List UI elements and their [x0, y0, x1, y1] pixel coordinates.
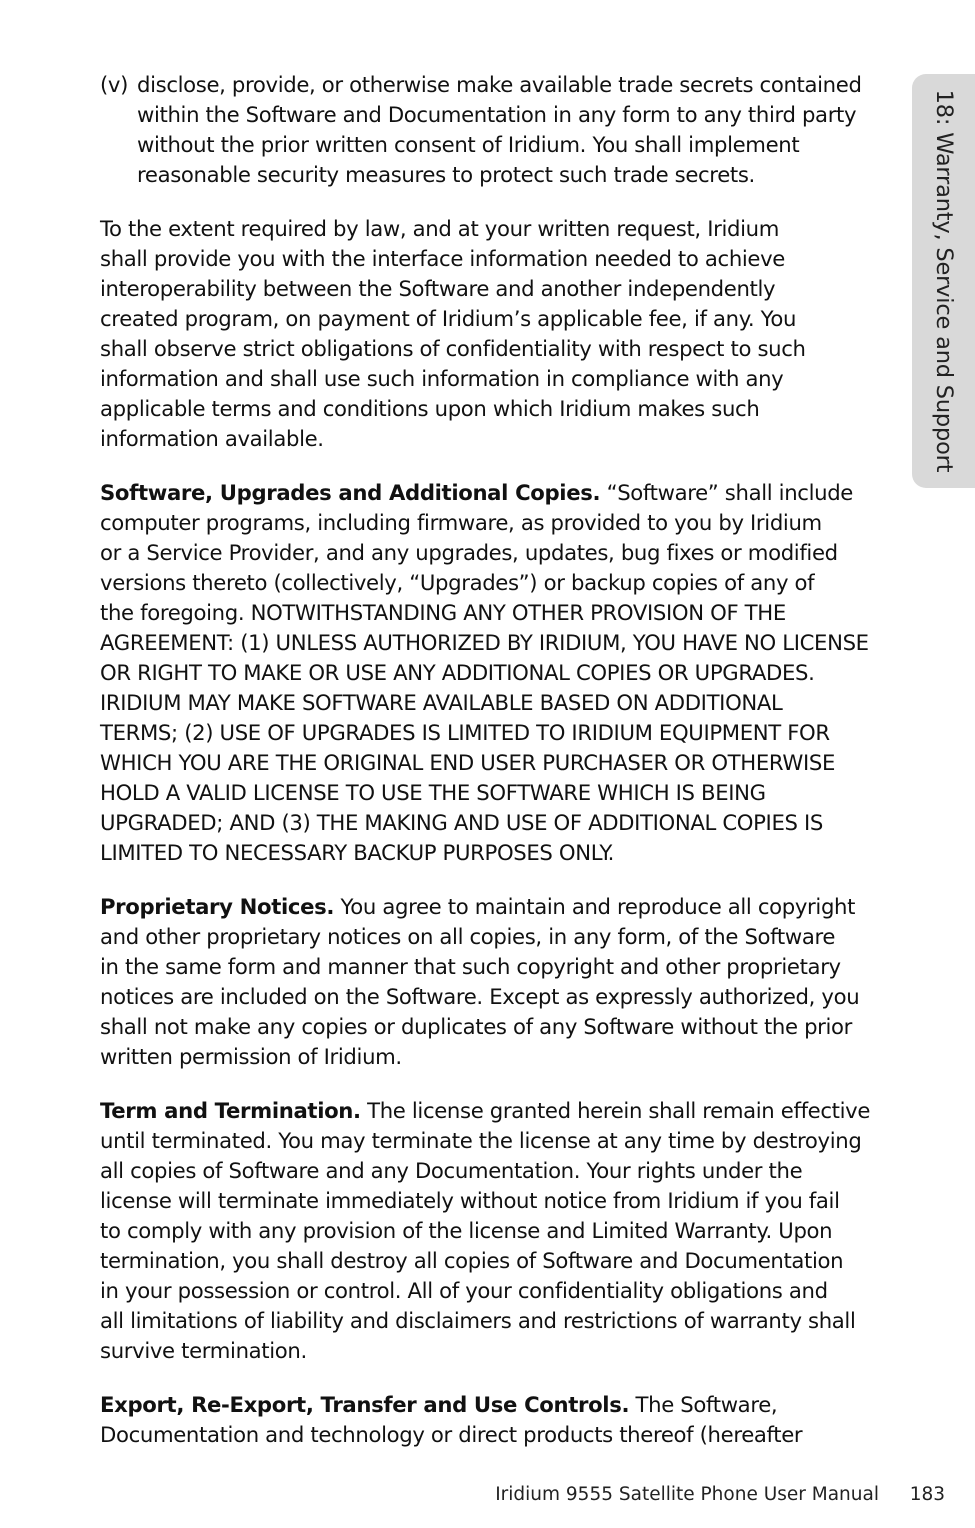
text-line [100, 478, 880, 508]
list-item-text [137, 70, 880, 190]
text-line: all copies of Software and any Documentation. Your rights under the [100, 1158, 803, 1183]
text-line [100, 1390, 880, 1420]
text-line: OR RIGHT TO MAKE OR USE ANY ADDITIONAL COPIES OR UPGRADES. [100, 660, 815, 685]
text-line: disclose, provide, or otherwise make available trade secrets contained [137, 72, 862, 97]
section-heading: Term and Termination. [100, 1098, 361, 1123]
text-line: AGREEMENT: (1) UNLESS AUTHORIZED BY IRIDIUM, YOU HAVE NO LICENSE [100, 630, 869, 655]
text-line: shall provide you with the interface information needed to achieve [100, 246, 785, 271]
chapter-side-tab [912, 74, 975, 488]
section-heading: Export, Re-Export, Transfer and Use Controls. [100, 1392, 630, 1417]
export-controls-paragraph [100, 1390, 880, 1450]
text-line: in the same form and manner that such copyright and other proprietary [100, 954, 841, 979]
term-termination-paragraph [100, 1096, 880, 1366]
section-heading: Software, Upgrades and Additional Copies. [100, 480, 601, 505]
text-line: notices are included on the Software. Except as expressly authorized, you [100, 984, 860, 1009]
text-line: to comply with any provision of the license and Limited Warranty. Upon [100, 1218, 833, 1243]
software-upgrades-paragraph [100, 478, 880, 868]
heading-continuation: The license granted herein shall remain effective [360, 1098, 871, 1123]
text-line: Documentation and technology or direct products thereof (hereafter [100, 1422, 803, 1447]
text-line: or a Service Provider, and any upgrades, updates, bug fixes or modified [100, 540, 838, 565]
text-line: HOLD A VALID LICENSE TO USE THE SOFTWARE WHICH IS BEING [100, 780, 766, 805]
text-line: applicable terms and conditions upon which Iridium makes such [100, 396, 760, 421]
text-line: versions thereto (collectively, “Upgrades”) or backup copies of any of [100, 570, 815, 595]
text-line: created program, on payment of Iridium’s applicable fee, if any. You [100, 306, 797, 331]
text-line: shall observe strict obligations of confidentiality with respect to such [100, 336, 806, 361]
heading-continuation: You agree to maintain and reproduce all copyright [334, 894, 856, 919]
text-line: WHICH YOU ARE THE ORIGINAL END USER PURCHASER OR OTHERWISE [100, 750, 836, 775]
text-line: information and shall use such information in compliance with any [100, 366, 784, 391]
list-item-v [100, 70, 880, 190]
chapter-side-tab-label: 18: Warranty, Service and Support [930, 89, 957, 473]
page-number: 183 [909, 1484, 945, 1505]
text-line: information available. [100, 426, 324, 451]
list-marker: (v) [100, 72, 129, 97]
text-line: the foregoing. NOTWITHSTANDING ANY OTHER PROVISION OF THE [100, 600, 786, 625]
text-line: within the Software and Documentation in any form to any third party [137, 102, 857, 127]
text-line: until terminated. You may terminate the license at any time by destroying [100, 1128, 862, 1153]
proprietary-notices-paragraph [100, 892, 880, 1072]
text-line: interoperability between the Software and another independently [100, 276, 776, 301]
text-line: TERMS; (2) USE OF UPGRADES IS LIMITED TO IRIDIUM EQUIPMENT FOR [100, 720, 830, 745]
text-line: license will terminate immediately without notice from Iridium if you fail [100, 1188, 840, 1213]
page-footer [0, 1484, 975, 1510]
text-line: LIMITED TO NECESSARY BACKUP PURPOSES ONLY. [100, 840, 615, 865]
text-line: IRIDIUM MAY MAKE SOFTWARE AVAILABLE BASED ON ADDITIONAL [100, 690, 783, 715]
text-line [100, 1096, 880, 1126]
interoperability-paragraph [100, 214, 880, 454]
text-line: without the prior written consent of Iridium. You shall implement [137, 132, 800, 157]
text-line: all limitations of liability and disclaimers and restrictions of warranty shall [100, 1308, 856, 1333]
text-line: in your possession or control. All of your confidentiality obligations and [100, 1278, 828, 1303]
text-line: written permission of Iridium. [100, 1044, 402, 1069]
section-heading: Proprietary Notices. [100, 894, 335, 919]
text-line: shall not make any copies or duplicates of any Software without the prior [100, 1014, 853, 1039]
text-line: computer programs, including firmware, as provided to you by Iridium [100, 510, 822, 535]
text-line: termination, you shall destroy all copies of Software and Documentation [100, 1248, 844, 1273]
text-line: To the extent required by law, and at your written request, Iridium [100, 216, 780, 241]
heading-continuation: “Software” shall include [600, 480, 853, 505]
text-line [100, 892, 880, 922]
document-body [100, 70, 880, 1474]
text-line: survive termination. [100, 1338, 307, 1363]
footer-manual-title: Iridium 9555 Satellite Phone User Manual [495, 1484, 879, 1505]
text-line: and other proprietary notices on all copies, in any form, of the Software [100, 924, 836, 949]
text-line: reasonable security measures to protect such trade secrets. [137, 162, 755, 187]
heading-continuation: The Software, [629, 1392, 778, 1417]
text-line: UPGRADED; AND (3) THE MAKING AND USE OF ADDITIONAL COPIES IS [100, 810, 823, 835]
